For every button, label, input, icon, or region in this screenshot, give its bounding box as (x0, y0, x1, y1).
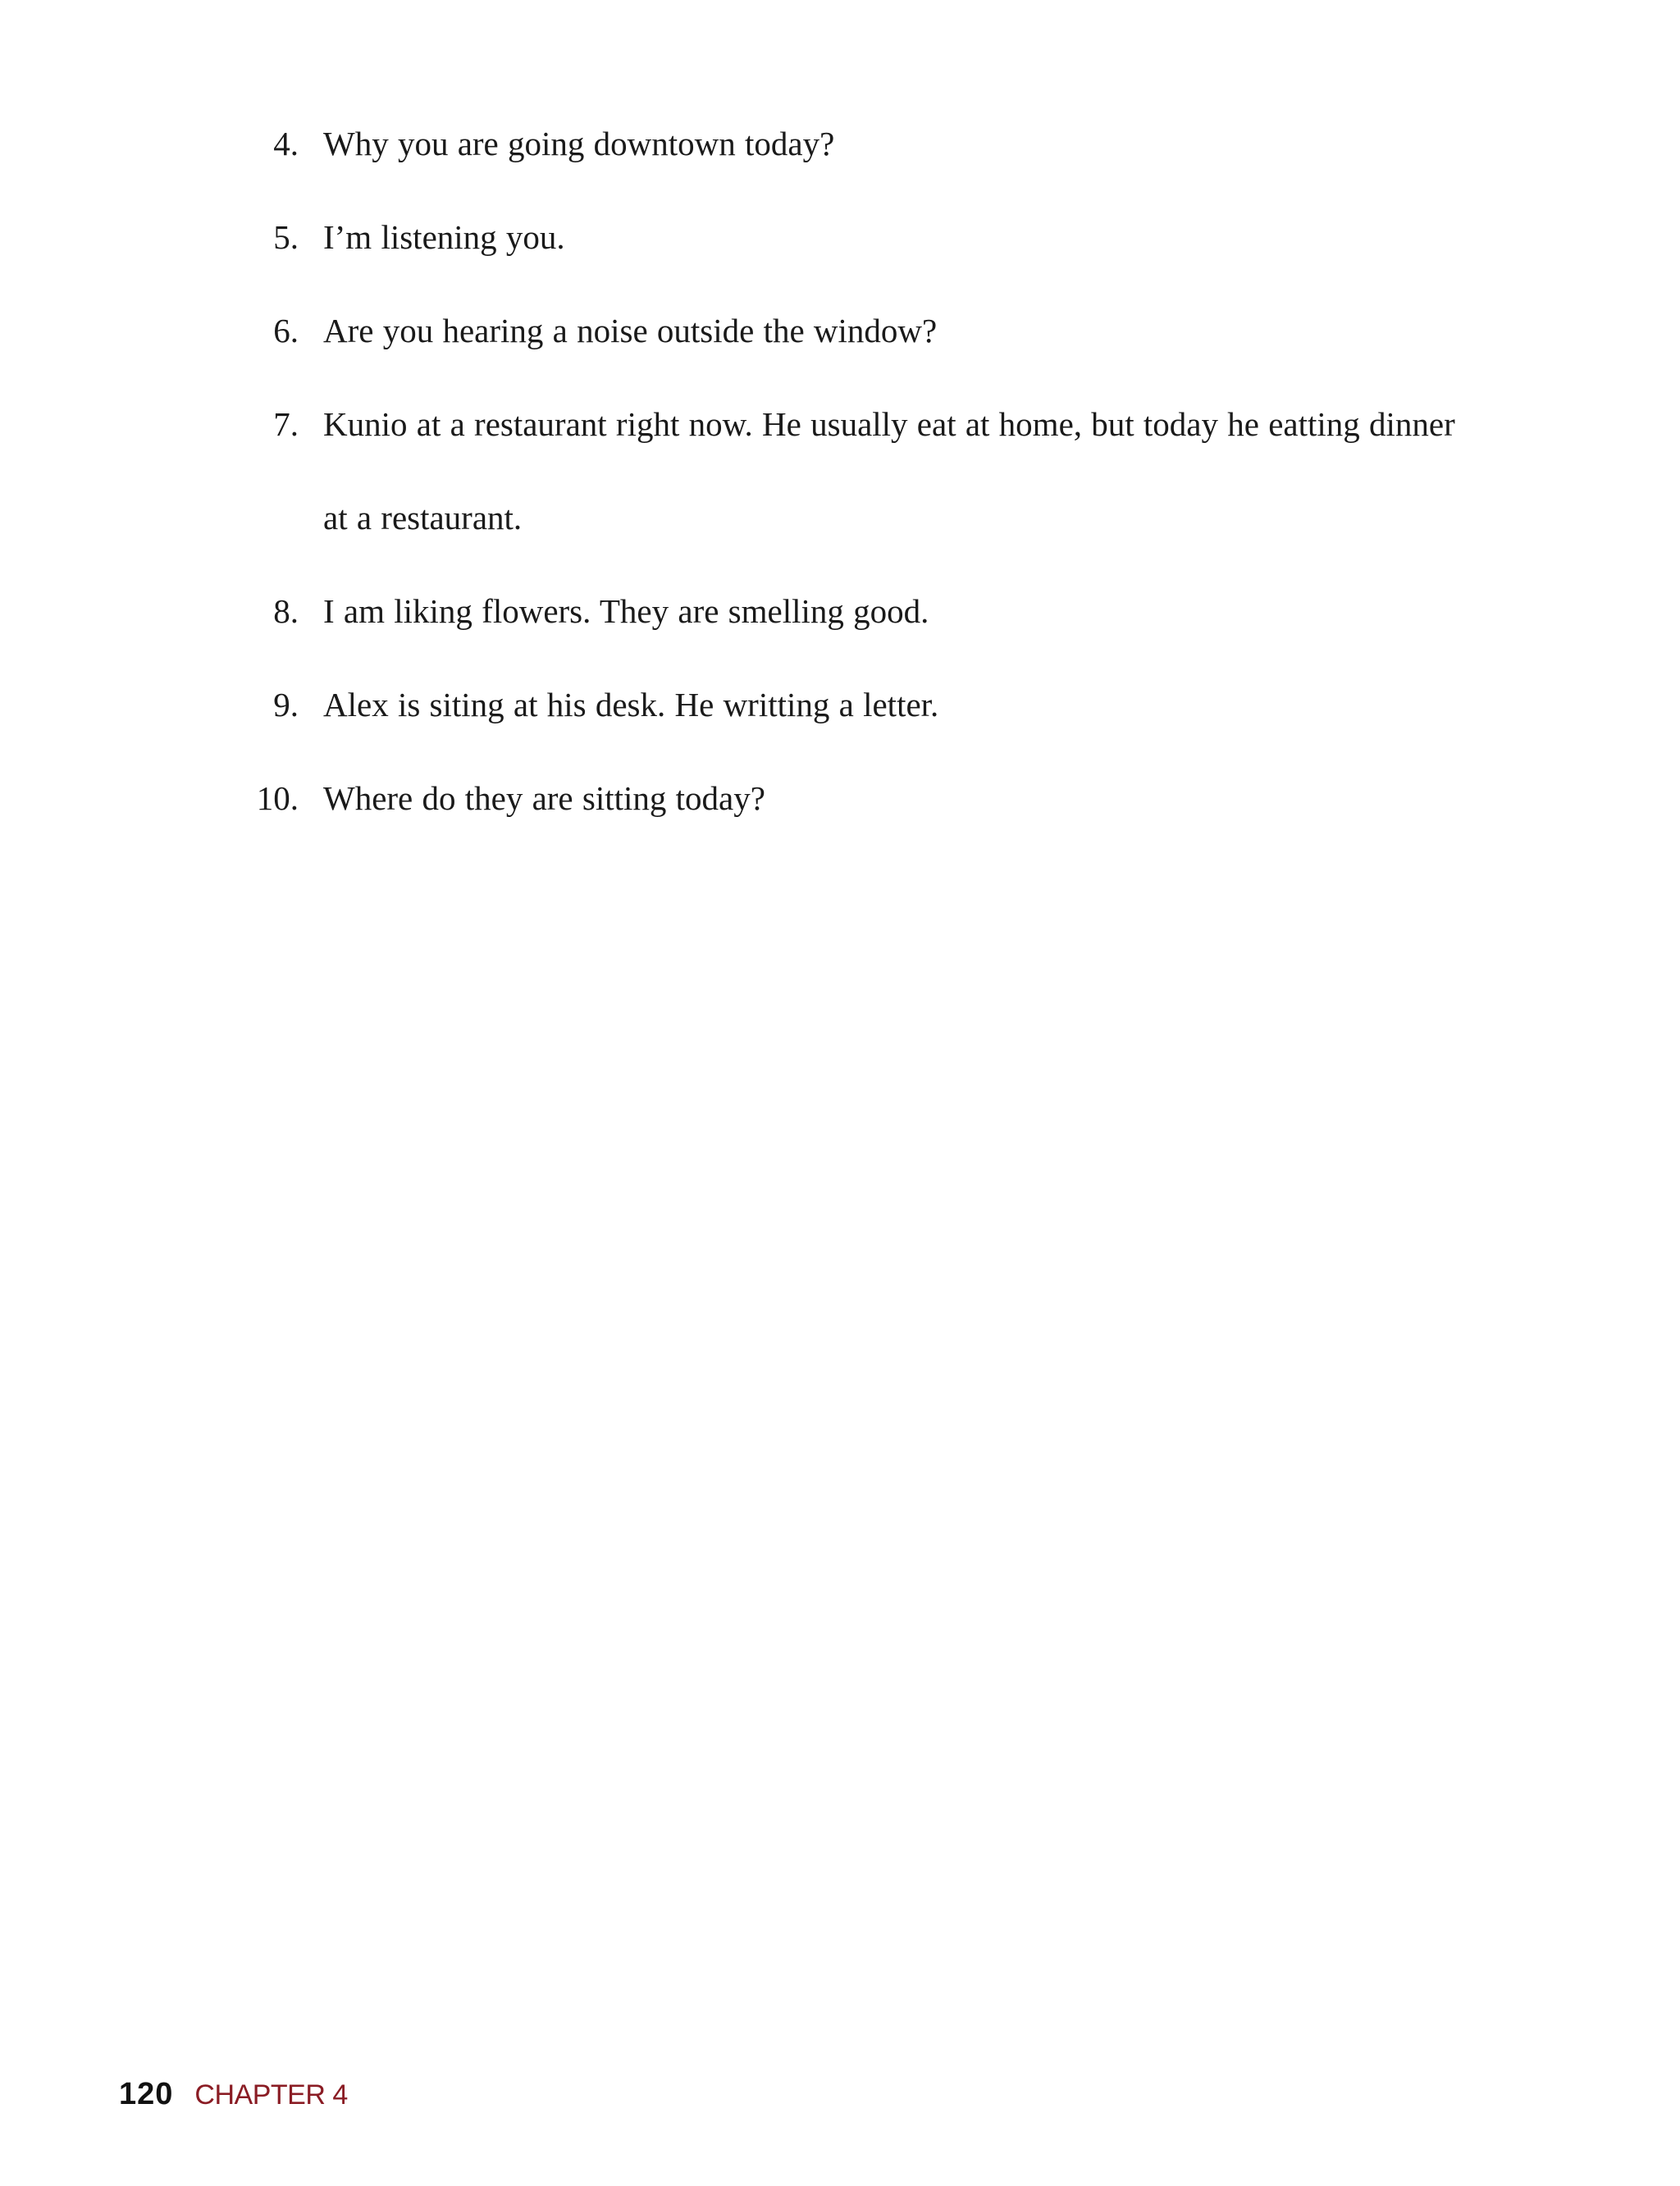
exercise-sentence: Kunio at a restaurant right now. He usually eat at home, but today he eatting dinner at a restaurant. (323, 405, 1455, 536)
exercise-sentence: Alex is siting at his desk. He writting a letter. (323, 686, 939, 723)
exercise-number: 7. (273, 405, 299, 443)
exercise-number: 4. (273, 125, 299, 162)
exercise-list (240, 97, 1519, 845)
exercise-sentence: Are you hearing a noise outside the window? (323, 312, 938, 349)
page-footer (119, 2077, 348, 2112)
exercise-number: 10. (256, 779, 299, 817)
exercise-sentence: Where do they are sitting today? (323, 779, 765, 817)
exercise-item-6 (240, 284, 1519, 377)
exercise-sentence: I’m listening you. (323, 218, 565, 256)
exercise-item-5 (240, 190, 1519, 284)
exercise-item-8 (240, 564, 1519, 658)
exercise-sentence: Why you are going downtown today? (323, 125, 835, 162)
exercise-number: 9. (273, 686, 299, 723)
exercise-item-10 (240, 751, 1519, 845)
exercise-item-7 (240, 377, 1519, 564)
exercise-number: 5. (273, 218, 299, 256)
exercise-number: 8. (273, 592, 299, 630)
exercise-sentence: I am liking flowers. They are smelling good. (323, 592, 929, 630)
page-number: 120 (119, 2077, 174, 2111)
exercise-item-4 (240, 97, 1519, 190)
exercise-number: 6. (273, 312, 299, 349)
exercise-item-9 (240, 658, 1519, 751)
chapter-label: CHAPTER 4 (194, 2079, 348, 2111)
